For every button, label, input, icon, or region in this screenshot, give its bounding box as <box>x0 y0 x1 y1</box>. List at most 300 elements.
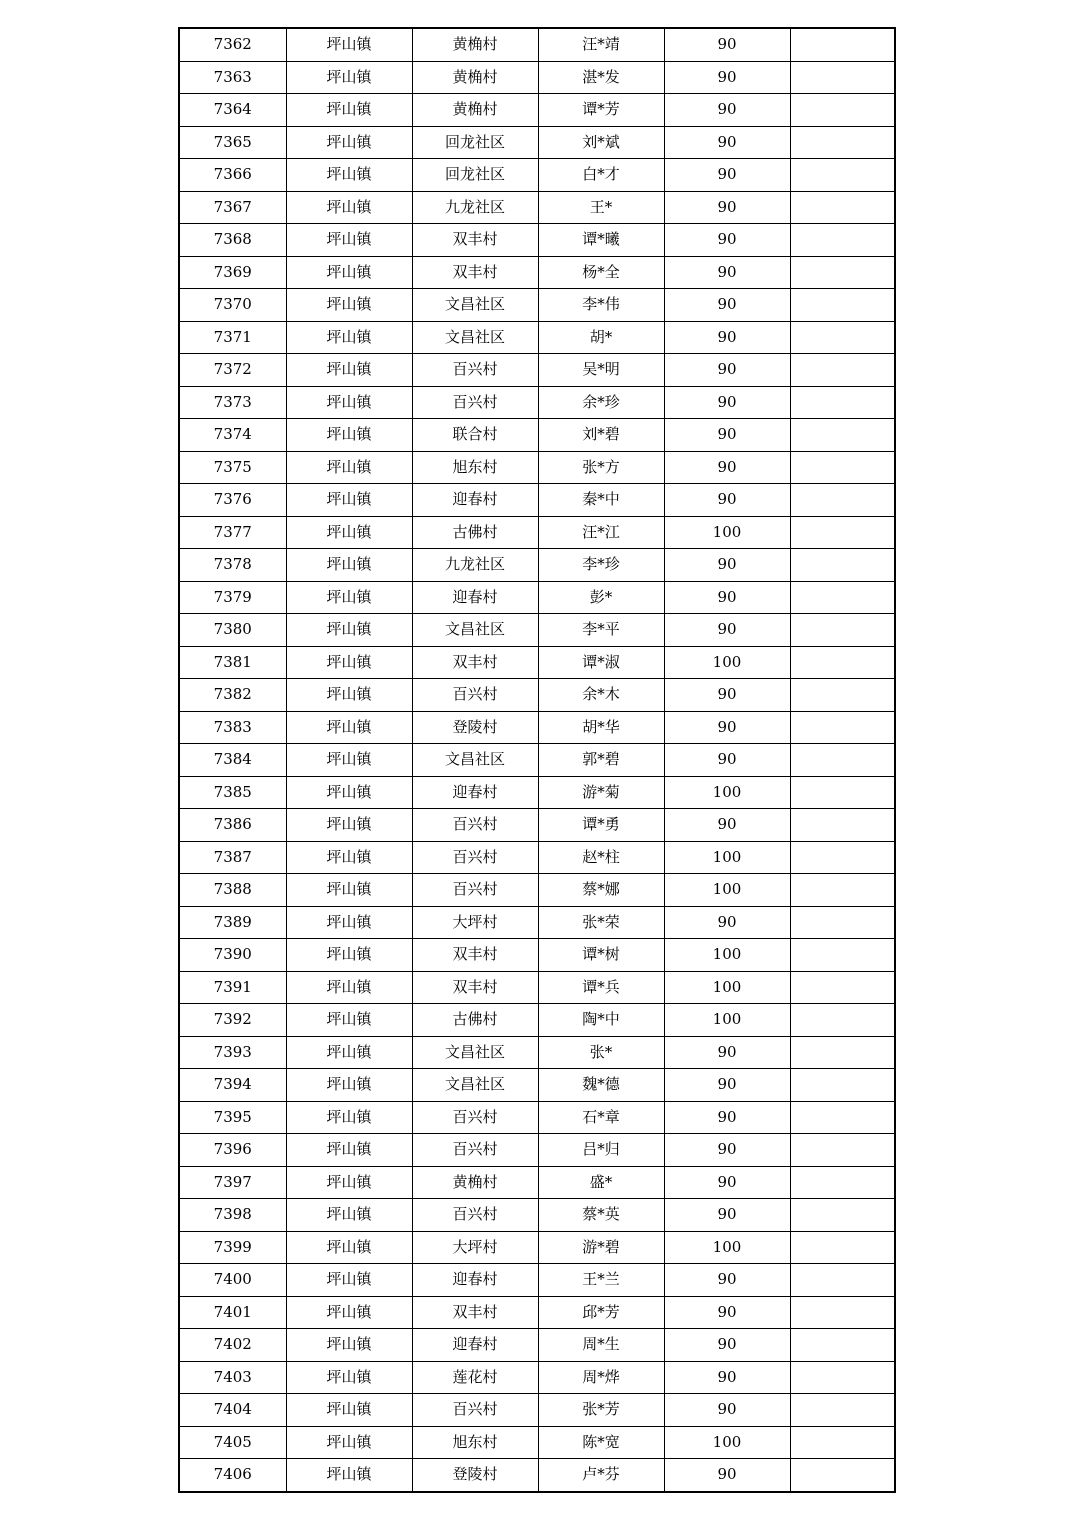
serial-number-cell: 7394 <box>179 1069 286 1102</box>
town-cell: 坪山镇 <box>286 549 412 582</box>
amount-cell: 90 <box>664 191 790 224</box>
serial-number-cell: 7385 <box>179 776 286 809</box>
remark-cell <box>790 776 895 809</box>
amount-cell: 90 <box>664 126 790 159</box>
serial-number-cell: 7401 <box>179 1296 286 1329</box>
serial-number-cell: 7374 <box>179 419 286 452</box>
town-cell: 坪山镇 <box>286 841 412 874</box>
table-row <box>179 1361 895 1394</box>
remark-cell <box>790 256 895 289</box>
remark-cell <box>790 939 895 972</box>
table-row <box>179 874 895 907</box>
remark-cell <box>790 61 895 94</box>
remark-cell <box>790 971 895 1004</box>
name-cell: 蔡*娜 <box>538 874 664 907</box>
table-row <box>179 1426 895 1459</box>
name-cell: 张* <box>538 1036 664 1069</box>
serial-number-cell: 7367 <box>179 191 286 224</box>
amount-cell: 90 <box>664 906 790 939</box>
remark-cell <box>790 1231 895 1264</box>
name-cell: 白*才 <box>538 159 664 192</box>
name-cell: 赵*柱 <box>538 841 664 874</box>
name-cell: 汪*江 <box>538 516 664 549</box>
village-cell: 古佛村 <box>412 1004 538 1037</box>
name-cell: 陈*宽 <box>538 1426 664 1459</box>
remark-cell <box>790 1101 895 1134</box>
remark-cell <box>790 711 895 744</box>
serial-number-cell: 7372 <box>179 354 286 387</box>
village-cell: 迎春村 <box>412 1264 538 1297</box>
serial-number-cell: 7405 <box>179 1426 286 1459</box>
name-cell: 秦*中 <box>538 484 664 517</box>
name-cell: 李*伟 <box>538 289 664 322</box>
table-row <box>179 1134 895 1167</box>
town-cell: 坪山镇 <box>286 1426 412 1459</box>
amount-cell: 90 <box>664 224 790 257</box>
name-cell: 陶*中 <box>538 1004 664 1037</box>
village-cell: 登陵村 <box>412 711 538 744</box>
table-row <box>179 126 895 159</box>
name-cell: 谭*曦 <box>538 224 664 257</box>
village-cell: 莲花村 <box>412 1361 538 1394</box>
table-row <box>179 1069 895 1102</box>
town-cell: 坪山镇 <box>286 126 412 159</box>
amount-cell: 90 <box>664 711 790 744</box>
table-row <box>179 256 895 289</box>
town-cell: 坪山镇 <box>286 1134 412 1167</box>
remark-cell <box>790 841 895 874</box>
name-cell: 蔡*英 <box>538 1199 664 1232</box>
name-cell: 杨*全 <box>538 256 664 289</box>
name-cell: 谭*树 <box>538 939 664 972</box>
village-cell: 迎春村 <box>412 776 538 809</box>
serial-number-cell: 7406 <box>179 1459 286 1492</box>
remark-cell <box>790 809 895 842</box>
town-cell: 坪山镇 <box>286 28 412 61</box>
town-cell: 坪山镇 <box>286 1459 412 1492</box>
remark-cell <box>790 126 895 159</box>
town-cell: 坪山镇 <box>286 386 412 419</box>
remark-cell <box>790 451 895 484</box>
name-cell: 刘*斌 <box>538 126 664 159</box>
name-cell: 张*荣 <box>538 906 664 939</box>
serial-number-cell: 7383 <box>179 711 286 744</box>
village-cell: 百兴村 <box>412 386 538 419</box>
table-row <box>179 1101 895 1134</box>
village-cell: 回龙社区 <box>412 126 538 159</box>
table-row <box>179 679 895 712</box>
town-cell: 坪山镇 <box>286 191 412 224</box>
serial-number-cell: 7370 <box>179 289 286 322</box>
table-row <box>179 971 895 1004</box>
serial-number-cell: 7392 <box>179 1004 286 1037</box>
serial-number-cell: 7398 <box>179 1199 286 1232</box>
remark-cell <box>790 386 895 419</box>
amount-cell: 90 <box>664 321 790 354</box>
remark-cell <box>790 289 895 322</box>
table-row <box>179 1329 895 1362</box>
table-row <box>179 1166 895 1199</box>
village-cell: 百兴村 <box>412 1199 538 1232</box>
amount-cell: 90 <box>664 809 790 842</box>
serial-number-cell: 7396 <box>179 1134 286 1167</box>
village-cell: 文昌社区 <box>412 744 538 777</box>
town-cell: 坪山镇 <box>286 1166 412 1199</box>
table-row <box>179 354 895 387</box>
name-cell: 游*菊 <box>538 776 664 809</box>
amount-cell: 90 <box>664 1296 790 1329</box>
name-cell: 李*珍 <box>538 549 664 582</box>
table-row <box>179 1199 895 1232</box>
name-cell: 魏*德 <box>538 1069 664 1102</box>
remark-cell <box>790 906 895 939</box>
serial-number-cell: 7376 <box>179 484 286 517</box>
town-cell: 坪山镇 <box>286 1394 412 1427</box>
amount-cell: 90 <box>664 1459 790 1492</box>
village-cell: 旭东村 <box>412 1426 538 1459</box>
village-cell: 百兴村 <box>412 841 538 874</box>
serial-number-cell: 7400 <box>179 1264 286 1297</box>
serial-number-cell: 7365 <box>179 126 286 159</box>
remark-cell <box>790 1036 895 1069</box>
serial-number-cell: 7388 <box>179 874 286 907</box>
name-cell: 游*碧 <box>538 1231 664 1264</box>
town-cell: 坪山镇 <box>286 224 412 257</box>
village-cell: 古佛村 <box>412 516 538 549</box>
name-cell: 谭*勇 <box>538 809 664 842</box>
serial-number-cell: 7384 <box>179 744 286 777</box>
serial-number-cell: 7382 <box>179 679 286 712</box>
amount-cell: 90 <box>664 451 790 484</box>
serial-number-cell: 7378 <box>179 549 286 582</box>
amount-cell: 90 <box>664 94 790 127</box>
village-cell: 文昌社区 <box>412 614 538 647</box>
serial-number-cell: 7379 <box>179 581 286 614</box>
name-cell: 胡* <box>538 321 664 354</box>
village-cell: 文昌社区 <box>412 1069 538 1102</box>
remark-cell <box>790 1166 895 1199</box>
serial-number-cell: 7386 <box>179 809 286 842</box>
remark-cell <box>790 224 895 257</box>
name-cell: 谭*淑 <box>538 646 664 679</box>
village-cell: 百兴村 <box>412 809 538 842</box>
village-cell: 黄桷村 <box>412 94 538 127</box>
amount-cell: 90 <box>664 1361 790 1394</box>
amount-cell: 100 <box>664 874 790 907</box>
village-cell: 文昌社区 <box>412 321 538 354</box>
town-cell: 坪山镇 <box>286 159 412 192</box>
village-cell: 黄桷村 <box>412 28 538 61</box>
amount-cell: 90 <box>664 1134 790 1167</box>
table-row <box>179 321 895 354</box>
serial-number-cell: 7391 <box>179 971 286 1004</box>
roster-table <box>178 27 896 1493</box>
village-cell: 双丰村 <box>412 971 538 1004</box>
amount-cell: 90 <box>664 61 790 94</box>
serial-number-cell: 7404 <box>179 1394 286 1427</box>
name-cell: 吴*明 <box>538 354 664 387</box>
serial-number-cell: 7381 <box>179 646 286 679</box>
village-cell: 双丰村 <box>412 224 538 257</box>
remark-cell <box>790 191 895 224</box>
town-cell: 坪山镇 <box>286 679 412 712</box>
serial-number-cell: 7377 <box>179 516 286 549</box>
town-cell: 坪山镇 <box>286 1036 412 1069</box>
table-row <box>179 191 895 224</box>
remark-cell <box>790 679 895 712</box>
amount-cell: 90 <box>664 1264 790 1297</box>
town-cell: 坪山镇 <box>286 906 412 939</box>
amount-cell: 100 <box>664 1231 790 1264</box>
remark-cell <box>790 646 895 679</box>
amount-cell: 90 <box>664 614 790 647</box>
name-cell: 李*平 <box>538 614 664 647</box>
amount-cell: 100 <box>664 1426 790 1459</box>
table-row <box>179 841 895 874</box>
village-cell: 百兴村 <box>412 354 538 387</box>
town-cell: 坪山镇 <box>286 581 412 614</box>
town-cell: 坪山镇 <box>286 61 412 94</box>
remark-cell <box>790 419 895 452</box>
remark-cell <box>790 1264 895 1297</box>
remark-cell <box>790 1004 895 1037</box>
table-row <box>179 711 895 744</box>
serial-number-cell: 7397 <box>179 1166 286 1199</box>
town-cell: 坪山镇 <box>286 256 412 289</box>
amount-cell: 90 <box>664 1069 790 1102</box>
serial-number-cell: 7368 <box>179 224 286 257</box>
village-cell: 黄桷村 <box>412 1166 538 1199</box>
amount-cell: 90 <box>664 354 790 387</box>
table-row <box>179 1459 895 1492</box>
town-cell: 坪山镇 <box>286 1101 412 1134</box>
village-cell: 联合村 <box>412 419 538 452</box>
table-row <box>179 451 895 484</box>
amount-cell: 90 <box>664 1199 790 1232</box>
remark-cell <box>790 1199 895 1232</box>
village-cell: 百兴村 <box>412 1394 538 1427</box>
amount-cell: 90 <box>664 1036 790 1069</box>
table-row <box>179 1264 895 1297</box>
amount-cell: 90 <box>664 256 790 289</box>
name-cell: 卢*芬 <box>538 1459 664 1492</box>
name-cell: 湛*发 <box>538 61 664 94</box>
serial-number-cell: 7403 <box>179 1361 286 1394</box>
name-cell: 王*兰 <box>538 1264 664 1297</box>
town-cell: 坪山镇 <box>286 809 412 842</box>
table-row <box>179 224 895 257</box>
serial-number-cell: 7387 <box>179 841 286 874</box>
serial-number-cell: 7389 <box>179 906 286 939</box>
name-cell: 胡*华 <box>538 711 664 744</box>
village-cell: 百兴村 <box>412 874 538 907</box>
village-cell: 登陵村 <box>412 1459 538 1492</box>
town-cell: 坪山镇 <box>286 289 412 322</box>
remark-cell <box>790 354 895 387</box>
remark-cell <box>790 321 895 354</box>
town-cell: 坪山镇 <box>286 776 412 809</box>
table-row <box>179 1394 895 1427</box>
town-cell: 坪山镇 <box>286 451 412 484</box>
serial-number-cell: 7399 <box>179 1231 286 1264</box>
table-row <box>179 419 895 452</box>
name-cell: 余*木 <box>538 679 664 712</box>
remark-cell <box>790 1134 895 1167</box>
town-cell: 坪山镇 <box>286 484 412 517</box>
amount-cell: 100 <box>664 646 790 679</box>
table-row <box>179 61 895 94</box>
table-row <box>179 28 895 61</box>
name-cell: 汪*靖 <box>538 28 664 61</box>
amount-cell: 100 <box>664 841 790 874</box>
table-row <box>179 94 895 127</box>
serial-number-cell: 7364 <box>179 94 286 127</box>
serial-number-cell: 7395 <box>179 1101 286 1134</box>
amount-cell: 90 <box>664 1166 790 1199</box>
village-cell: 双丰村 <box>412 256 538 289</box>
name-cell: 张*方 <box>538 451 664 484</box>
amount-cell: 90 <box>664 1394 790 1427</box>
town-cell: 坪山镇 <box>286 1264 412 1297</box>
table-row <box>179 646 895 679</box>
village-cell: 旭东村 <box>412 451 538 484</box>
amount-cell: 100 <box>664 971 790 1004</box>
serial-number-cell: 7402 <box>179 1329 286 1362</box>
table-row <box>179 809 895 842</box>
town-cell: 坪山镇 <box>286 321 412 354</box>
table-row <box>179 1231 895 1264</box>
town-cell: 坪山镇 <box>286 1199 412 1232</box>
village-cell: 迎春村 <box>412 484 538 517</box>
name-cell: 盛* <box>538 1166 664 1199</box>
town-cell: 坪山镇 <box>286 711 412 744</box>
village-cell: 文昌社区 <box>412 289 538 322</box>
village-cell: 百兴村 <box>412 1101 538 1134</box>
serial-number-cell: 7366 <box>179 159 286 192</box>
table-row <box>179 549 895 582</box>
table-row <box>179 484 895 517</box>
village-cell: 迎春村 <box>412 1329 538 1362</box>
remark-cell <box>790 581 895 614</box>
amount-cell: 100 <box>664 1004 790 1037</box>
remark-cell <box>790 549 895 582</box>
amount-cell: 90 <box>664 159 790 192</box>
name-cell: 王* <box>538 191 664 224</box>
table-row <box>179 386 895 419</box>
village-cell: 双丰村 <box>412 646 538 679</box>
village-cell: 文昌社区 <box>412 1036 538 1069</box>
town-cell: 坪山镇 <box>286 874 412 907</box>
town-cell: 坪山镇 <box>286 516 412 549</box>
table-row <box>179 906 895 939</box>
remark-cell <box>790 1069 895 1102</box>
remark-cell <box>790 614 895 647</box>
table-row <box>179 159 895 192</box>
serial-number-cell: 7362 <box>179 28 286 61</box>
village-cell: 双丰村 <box>412 1296 538 1329</box>
table-row <box>179 744 895 777</box>
serial-number-cell: 7393 <box>179 1036 286 1069</box>
amount-cell: 90 <box>664 484 790 517</box>
name-cell: 刘*碧 <box>538 419 664 452</box>
name-cell: 吕*归 <box>538 1134 664 1167</box>
town-cell: 坪山镇 <box>286 94 412 127</box>
town-cell: 坪山镇 <box>286 744 412 777</box>
table-row <box>179 1036 895 1069</box>
remark-cell <box>790 1329 895 1362</box>
amount-cell: 90 <box>664 581 790 614</box>
town-cell: 坪山镇 <box>286 971 412 1004</box>
name-cell: 周*烨 <box>538 1361 664 1394</box>
amount-cell: 100 <box>664 939 790 972</box>
name-cell: 石*章 <box>538 1101 664 1134</box>
roster-table-body <box>179 28 895 1492</box>
amount-cell: 90 <box>664 419 790 452</box>
name-cell: 余*珍 <box>538 386 664 419</box>
town-cell: 坪山镇 <box>286 354 412 387</box>
town-cell: 坪山镇 <box>286 1231 412 1264</box>
remark-cell <box>790 1361 895 1394</box>
serial-number-cell: 7371 <box>179 321 286 354</box>
amount-cell: 90 <box>664 1329 790 1362</box>
table-row <box>179 939 895 972</box>
town-cell: 坪山镇 <box>286 1329 412 1362</box>
remark-cell <box>790 28 895 61</box>
table-row <box>179 581 895 614</box>
name-cell: 邱*芳 <box>538 1296 664 1329</box>
remark-cell <box>790 1296 895 1329</box>
amount-cell: 90 <box>664 289 790 322</box>
town-cell: 坪山镇 <box>286 939 412 972</box>
table-row <box>179 776 895 809</box>
village-cell: 大坪村 <box>412 1231 538 1264</box>
town-cell: 坪山镇 <box>286 1361 412 1394</box>
table-row <box>179 1004 895 1037</box>
serial-number-cell: 7390 <box>179 939 286 972</box>
table-row <box>179 516 895 549</box>
name-cell: 彭* <box>538 581 664 614</box>
village-cell: 九龙社区 <box>412 549 538 582</box>
name-cell: 谭*芳 <box>538 94 664 127</box>
name-cell: 郭*碧 <box>538 744 664 777</box>
remark-cell <box>790 484 895 517</box>
village-cell: 百兴村 <box>412 679 538 712</box>
table-row <box>179 614 895 647</box>
remark-cell <box>790 744 895 777</box>
village-cell: 黄桷村 <box>412 61 538 94</box>
village-cell: 回龙社区 <box>412 159 538 192</box>
remark-cell <box>790 1394 895 1427</box>
town-cell: 坪山镇 <box>286 1069 412 1102</box>
remark-cell <box>790 94 895 127</box>
amount-cell: 100 <box>664 516 790 549</box>
serial-number-cell: 7373 <box>179 386 286 419</box>
town-cell: 坪山镇 <box>286 419 412 452</box>
town-cell: 坪山镇 <box>286 1296 412 1329</box>
amount-cell: 90 <box>664 679 790 712</box>
amount-cell: 90 <box>664 744 790 777</box>
village-cell: 九龙社区 <box>412 191 538 224</box>
serial-number-cell: 7369 <box>179 256 286 289</box>
amount-cell: 90 <box>664 28 790 61</box>
amount-cell: 90 <box>664 1101 790 1134</box>
amount-cell: 90 <box>664 386 790 419</box>
town-cell: 坪山镇 <box>286 1004 412 1037</box>
serial-number-cell: 7363 <box>179 61 286 94</box>
name-cell: 张*芳 <box>538 1394 664 1427</box>
name-cell: 周*生 <box>538 1329 664 1362</box>
remark-cell <box>790 516 895 549</box>
